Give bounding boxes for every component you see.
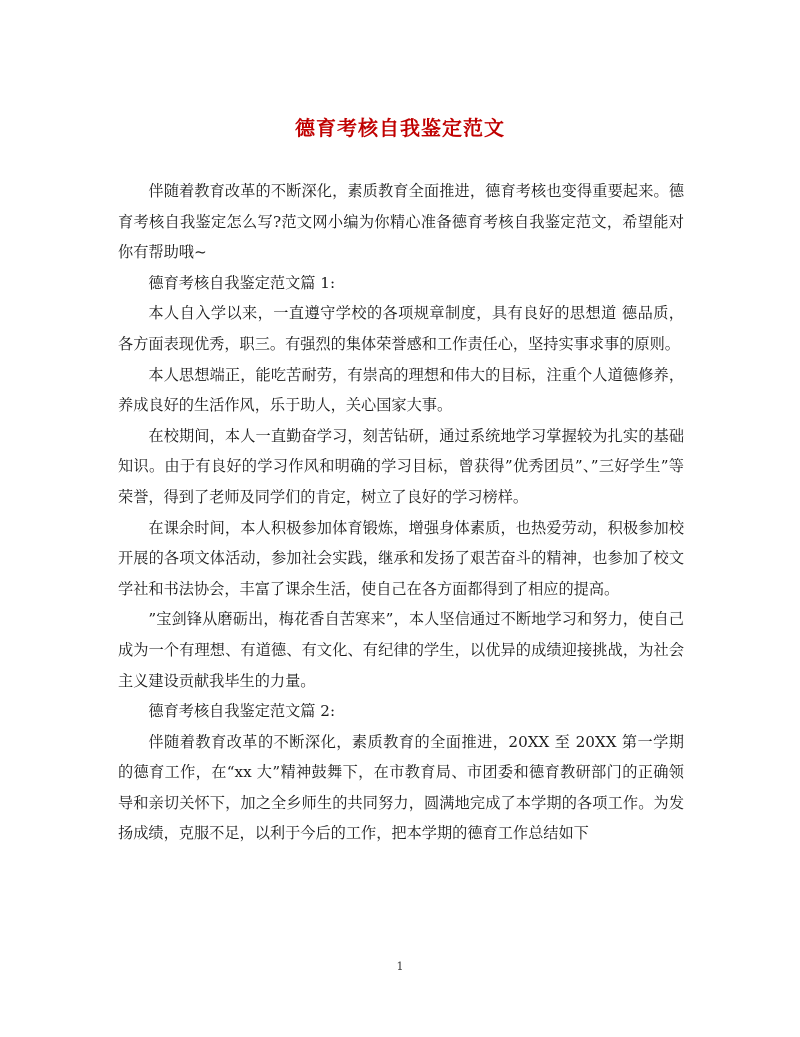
page-number: 1 (396, 960, 404, 973)
section-1-paragraph-2: 本人思想端正，能吃苦耐劳，有崇高的理想和伟大的目标，注重个人道德修养，养成良好的生活作风，乐于助人，关心国家大事。 (118, 365, 684, 415)
section-1-paragraph-3: 在校期间，本人一直勤奋学习，刻苦钻研，通过系统地学习掌握较为扎实的基础知识。由于有良好的学习作风和明确的学习目标，曾获得”优秀团员”、”三好学生”等荣誉，得到了老师及同学们的肯定，树立了良好的学习榜样。 (118, 426, 684, 506)
document-body (118, 176, 684, 849)
intro-paragraph: 伴随着教育改革的不断深化，素质教育全面推进，德育考核也变得重要起来。德育考核自我鉴定怎么写?范文网小编为你精心准备德育考核自我鉴定范文，希望能对你有帮助哦~ (118, 182, 684, 262)
section-2-paragraph-1: 伴随着教育改革的不断深化，素质教育的全面推进，20XX 至 20XX 第一学期的德育工作，在“xx 大”精神鼓舞下，在市教育局、市团委和德育教研部门的正确领导和亲切关怀下，加之全乡师生的共同努力，圆满地完成了本学期的各项工作。为发扬成绩，克服不足，以利于今后的工作，把本学期的德育工作总结如下 (118, 732, 684, 843)
section-1-paragraph-5: ”宝剑锋从磨砺出，梅花香自苦寒来”，本人坚信通过不断地学习和努力，使自己成为一个有理想、有道德、有文化、有纪律的学生，以优异的成绩迎接挑战，为社会主义建设贡献我毕生的力量。 (118, 610, 684, 690)
section-1-paragraph-4: 在课余时间，本人积极参加体育锻炼，增强身体素质，也热爱劳动，积极参加校开展的各项文体活动，参加社会实践，继承和发扬了艰苦奋斗的精神，也参加了校文学社和书法协会，丰富了课余生活，使自己在各方面都得到了相应的提高。 (118, 518, 684, 598)
section-1-heading: 德育考核自我鉴定范文篇 1: (148, 273, 336, 292)
section-1-paragraph-1: 本人自入学以来，一直遵守学校的各项规章制度，具有良好的思想道 德品质，各方面表现优秀，职三。有强烈的集体荣誉感和工作责任心，坚持实事求事的原则。 (118, 304, 684, 353)
document-title: 德育考核自我鉴定范文 (295, 116, 505, 140)
section-2-heading: 德育考核自我鉴定范文篇 2: (148, 702, 336, 721)
